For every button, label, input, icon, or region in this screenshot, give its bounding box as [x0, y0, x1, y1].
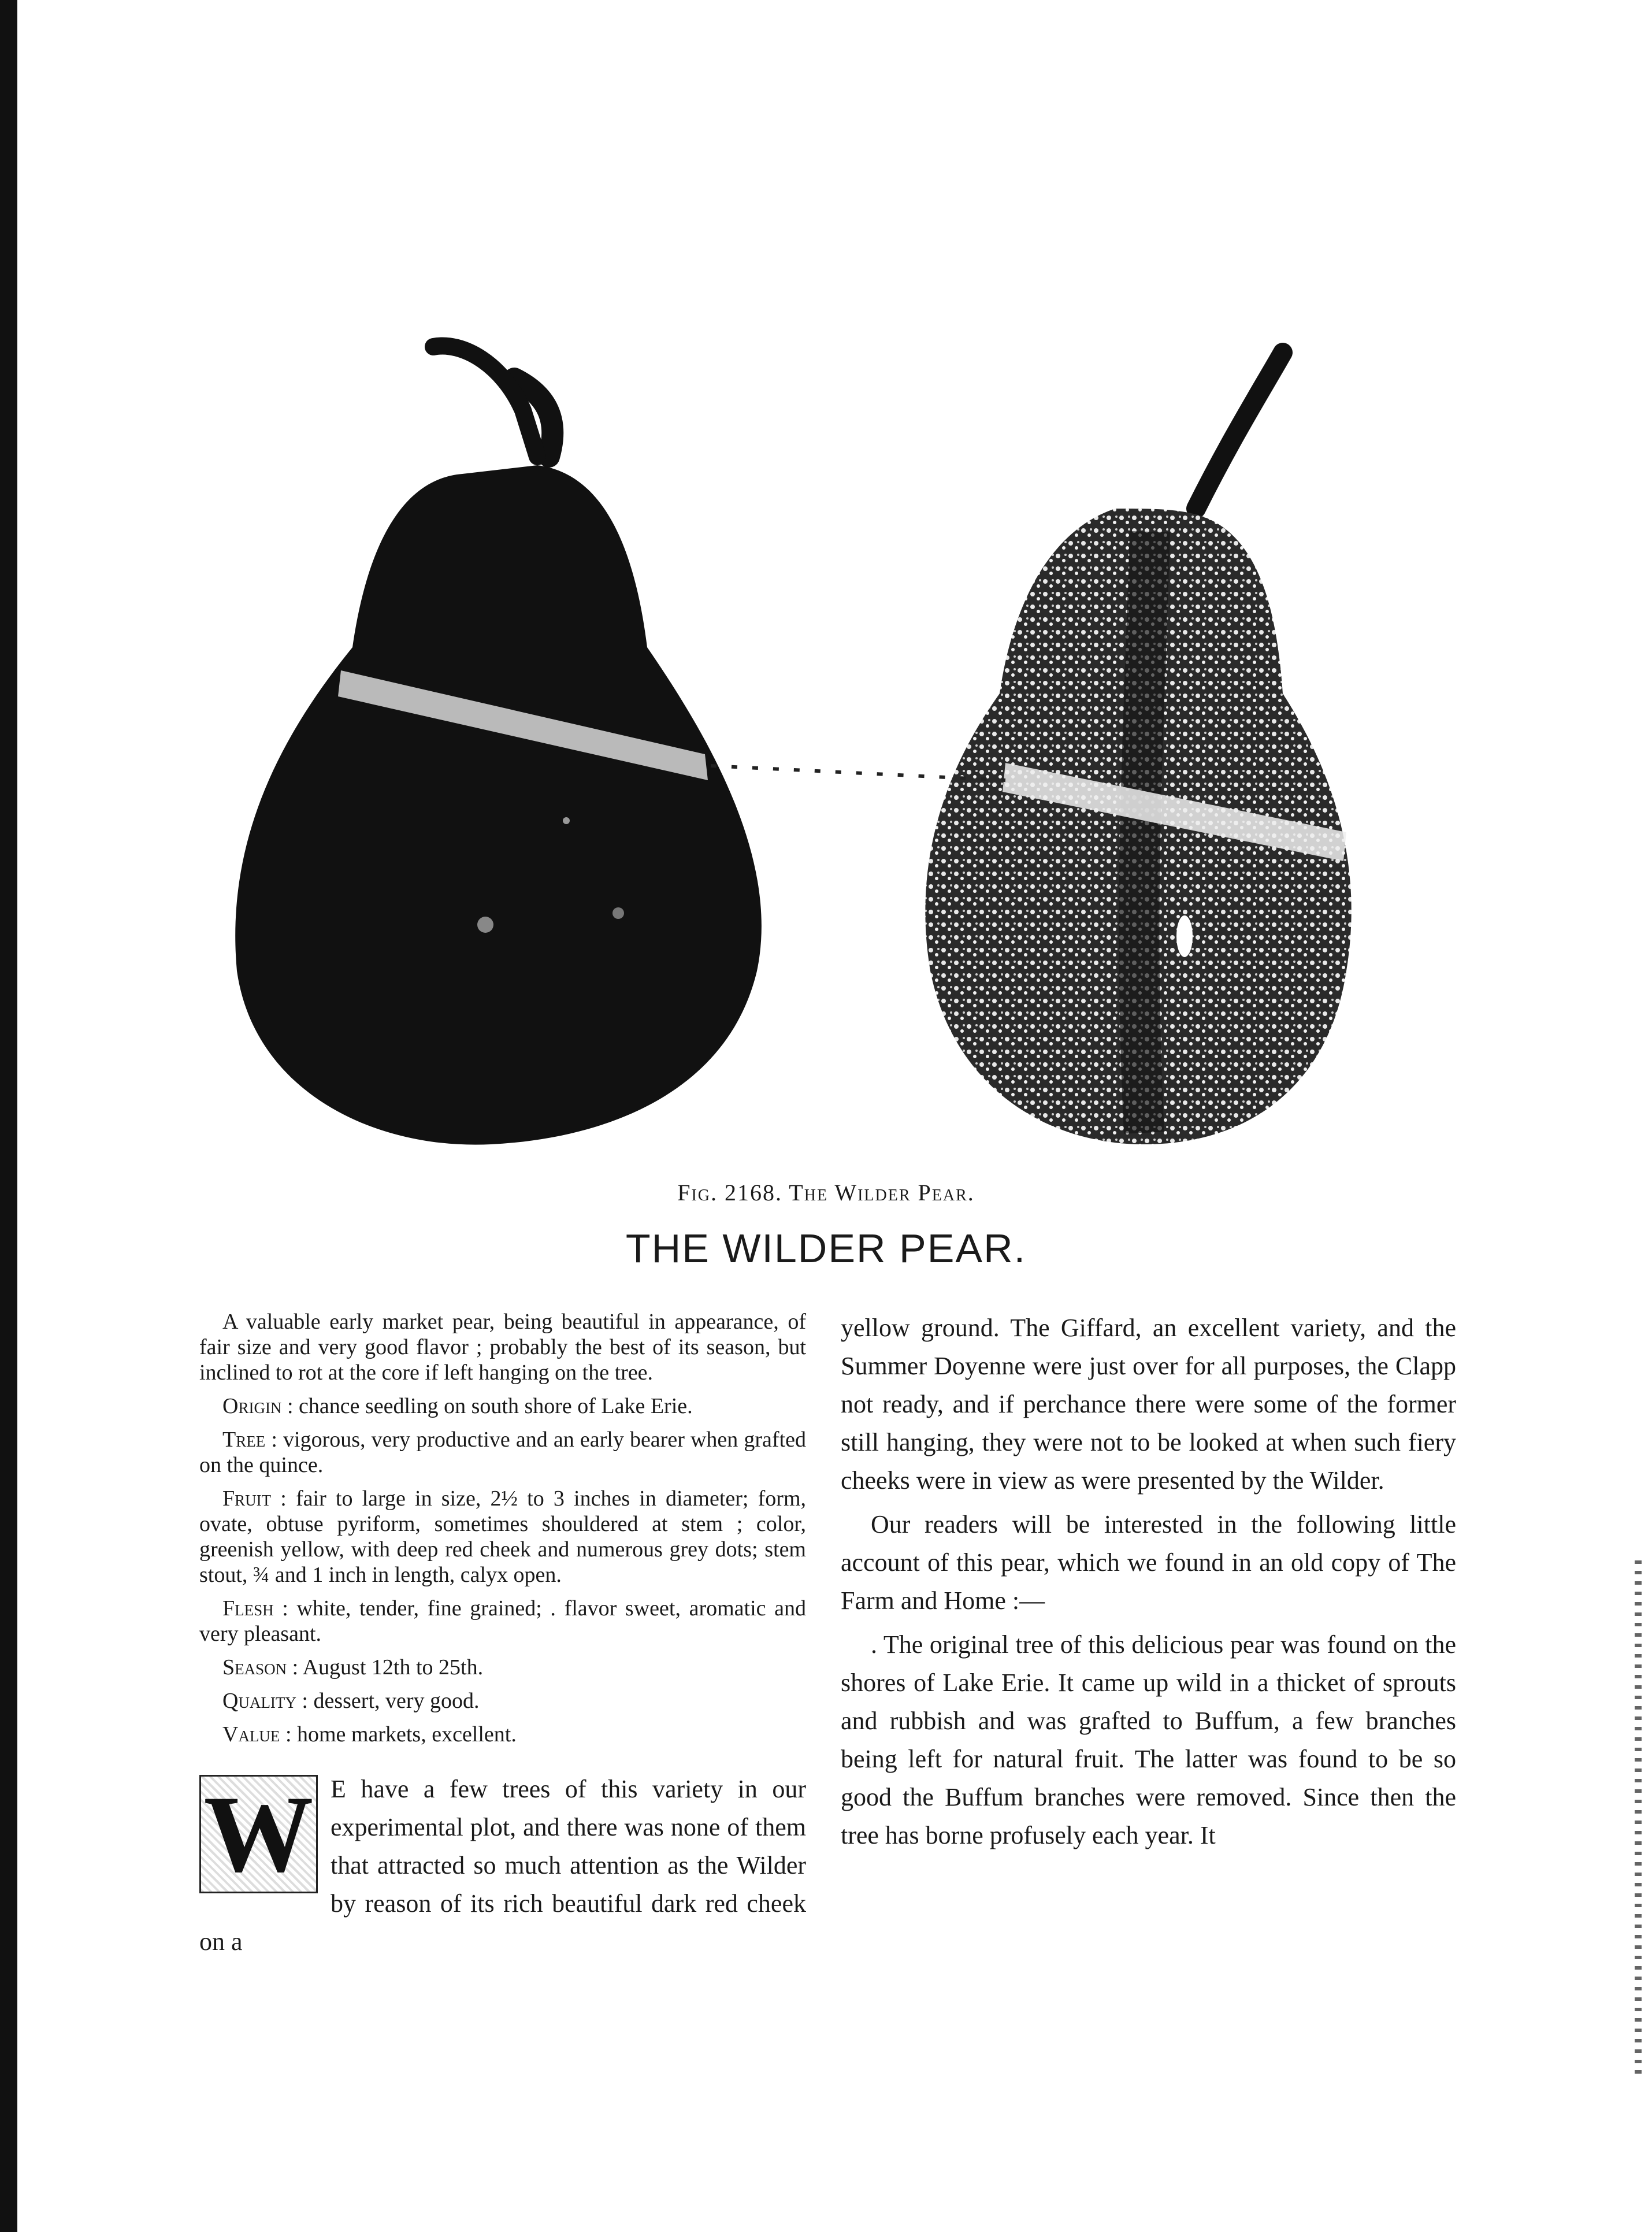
- halved-pear: [925, 353, 1351, 1144]
- description-fruit: [199, 1486, 806, 1588]
- flesh-text: : white, tender, fine grained; . flavor sweet, aromatic and very pleasant.: [199, 1596, 807, 1646]
- variety-description: [199, 1309, 806, 1747]
- fruit-text: : fair to large in size, 2½ to 3 inches in diameter; form, ovate, obtuse pyriform, sometimes shouldered at stem ; color, greenish yellow, with deep red cheek and numerous grey dots; stem stout, ¾ and 1 inch in length, calyx open.: [199, 1486, 806, 1587]
- whole-pear: [235, 346, 762, 1144]
- right-column: [841, 1309, 1456, 1855]
- article-paragraph-3: Our readers will be interested in the following little account of this pear, which we found in an old copy of The Farm and Home :—: [841, 1510, 1456, 1615]
- figure-caption: Fig. 2168. The Wilder Pear.: [677, 1180, 975, 1206]
- fruit-label: Fruit: [222, 1486, 272, 1511]
- tree-label: Tree: [222, 1428, 266, 1452]
- description-tree: [199, 1427, 806, 1478]
- description-intro: A valuable early market pear, being beautiful in appearance, of fair size and very good flavor ; probably the best of its season, but inclined to rot at the core if left hanging on the tree.: [199, 1310, 806, 1385]
- quality-text: : dessert, very good.: [302, 1689, 480, 1713]
- origin-label: Origin: [222, 1394, 282, 1418]
- description-season: [199, 1655, 806, 1680]
- scan-edge: [0, 0, 17, 2232]
- scan-edge-specks: [1635, 1560, 1642, 2081]
- article-paragraph-4: . The original tree of this delicious pear was found on the shores of Lake Erie. It came up wild in a thicket of sprouts and rubbish and was grafted to Buffum, a few branches being left for natural fruit. The latter was found to be so good the Buffum branches were removed. Since then the tree has borne profusely each year. It: [841, 1630, 1456, 1849]
- quality-label: Quality: [222, 1689, 296, 1713]
- left-column: [199, 1309, 806, 1961]
- description-flesh: [199, 1596, 806, 1647]
- article-paragraph-1: E have a few trees of this variety in our experimental plot, and there was none of them that attracted so much attention as the Wilder by reason of its rich beautiful dark red cheek on a: [199, 1775, 806, 1956]
- article-opening: [199, 1770, 806, 1961]
- origin-text: : chance seedling on south shore of Lake Erie.: [287, 1394, 693, 1418]
- description-origin: [199, 1393, 806, 1419]
- description-value: [199, 1722, 806, 1747]
- flesh-label: Flesh: [222, 1596, 274, 1621]
- pear-illustration: [191, 324, 1473, 1167]
- description-quality: [199, 1688, 806, 1714]
- dropcap-letter: W: [203, 1775, 314, 1893]
- article-paragraph-2: yellow ground. The Giffard, an excellent variety, and the Summer Doyenne were just over for all purposes, the Clapp not ready, and if perchance there were some of the former still hanging, they were not to be looked at when such fiery cheeks were in view as were presented by the Wilder.: [841, 1314, 1456, 1495]
- ornamental-dropcap: [199, 1775, 318, 1893]
- article-title: THE WILDER PEAR.: [625, 1226, 1027, 1271]
- value-text: : home markets, excellent.: [285, 1722, 517, 1747]
- value-label: Value: [222, 1722, 280, 1747]
- tree-text: : vigorous, very productive and an early bearer when grafted on the quince.: [199, 1428, 806, 1477]
- season-text: : August 12th to 25th.: [292, 1655, 484, 1679]
- season-label: Season: [222, 1655, 287, 1679]
